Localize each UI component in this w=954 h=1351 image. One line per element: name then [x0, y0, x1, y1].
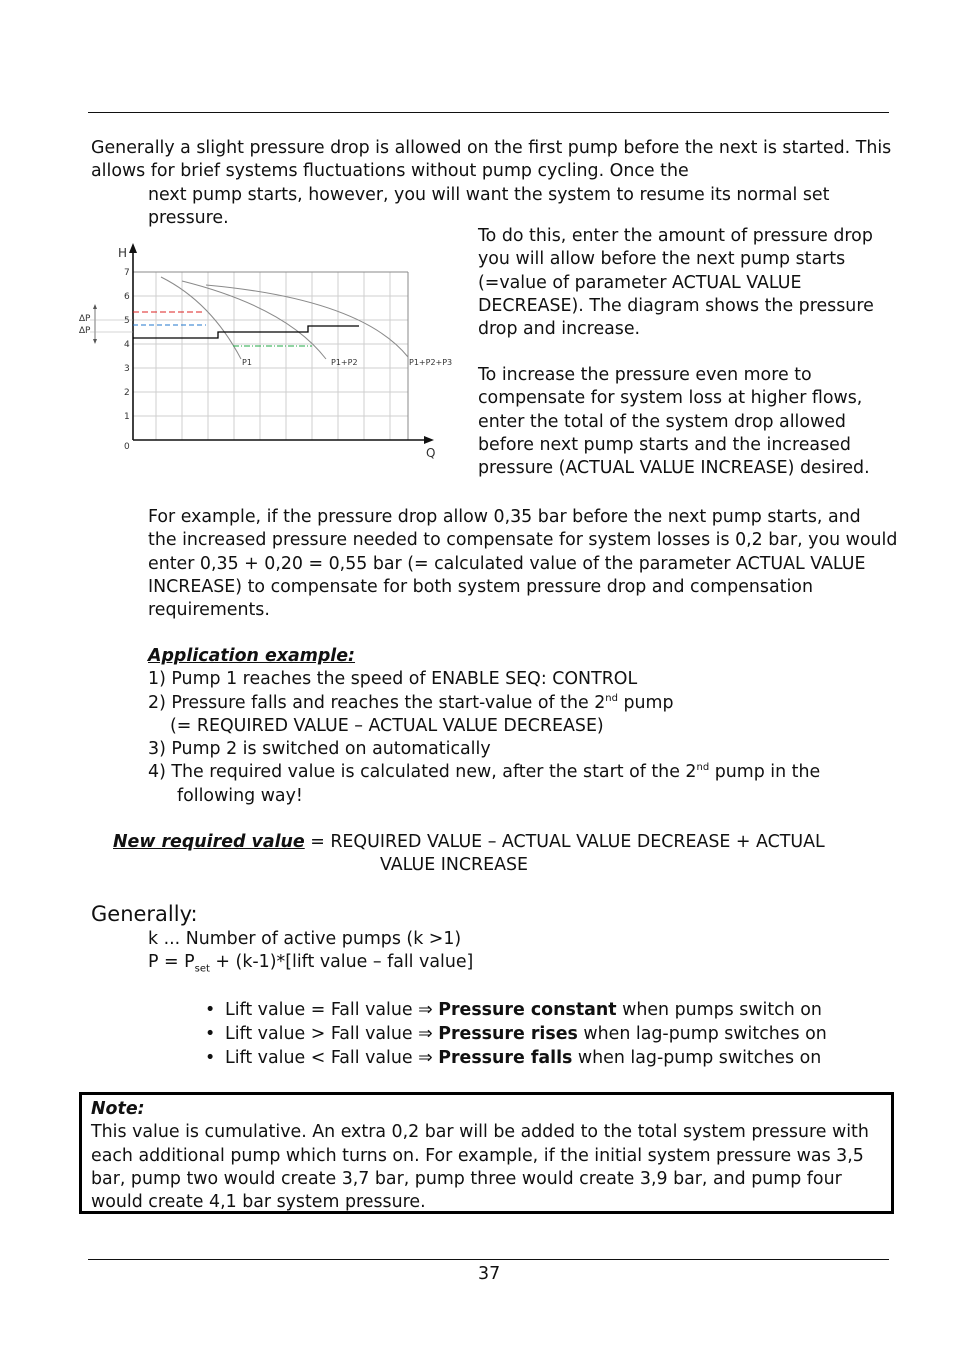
y-tick-label: 2 [124, 388, 130, 398]
note-content [91, 1098, 869, 1214]
p-formula: $P = P_{set}$ + (k-1)*[lift value – fall value] [148, 952, 474, 975]
text-line: For example, if the pressure drop allow 0,35 bar before the next pump starts, and [148, 507, 861, 527]
page-number: 37 [478, 1264, 501, 1284]
y-tick-label: 6 [124, 292, 130, 302]
formula-line [113, 831, 825, 854]
generally-block [148, 928, 473, 975]
intro-line: next pump starts, however, you will want the system to resume its normal set [148, 184, 830, 205]
note-heading: Note: [91, 1099, 145, 1119]
delta-p-annotation: ∆P [79, 314, 91, 324]
step-1: 1) Pump 1 reaches the speed of ENABLE SEQ: CONTROL [148, 669, 638, 690]
y-axis-arrow-icon [129, 243, 137, 253]
curve-label-p1p2p3: P1+P2+P3 [409, 358, 453, 367]
application-heading: Application example: [148, 646, 356, 666]
text-line: To do this, enter the amount of pressure drop [478, 226, 873, 246]
step-4: 4) The required value is calculated new, after the start of the 2nd pump in the [148, 762, 821, 783]
y-tick-label: 1 [124, 412, 130, 422]
note-line: This value is cumulative. An extra 0,2 bar will be added to the total system pressure with [91, 1122, 869, 1143]
bullet-icon: • [205, 1000, 216, 1020]
step-3: 3) Pump 2 is switched on automatically [148, 739, 491, 760]
bullet-list [205, 998, 827, 1070]
text-line: the increased pressure needed to compensate for system losses is 0,2 bar, you would [148, 530, 898, 551]
curve-label-p1: P1 [242, 358, 252, 367]
x-axis-arrow-icon [424, 436, 434, 444]
chart-grid [133, 272, 408, 440]
set-pressure-line [133, 326, 359, 338]
formula-label: New required value [113, 832, 305, 852]
y-tick-label: 5 [124, 316, 130, 326]
list-item: • Lift value < Fall value ⇒ Pressure falls when lag-pump switches on [205, 1048, 822, 1068]
intro-line: Generally a slight pressure drop is allowed on the first pump before the next is started. This [91, 138, 892, 158]
header-rule [88, 112, 889, 113]
text-line: enter 0,35 + 0,20 = 0,55 bar (= calculated value of the parameter ACTUAL VALUE [148, 553, 866, 574]
right-paragraph-1 [478, 225, 874, 341]
y-tick-label: 0 [124, 442, 130, 452]
intro-line: pressure. [148, 207, 229, 228]
text-line: requirements. [148, 600, 270, 621]
bullet-icon: • [205, 1048, 216, 1068]
text-line: DECREASE). The diagram shows the pressure [478, 295, 874, 316]
formula-continuation: VALUE INCREASE [380, 855, 529, 875]
text-line: To increase the pressure even more to [478, 365, 812, 385]
text-line: you will allow before the next pump starts [478, 249, 846, 270]
note-line: bar, pump two would create 3,7 bar, pump three would create 3,9 bar, and pump four [91, 1168, 842, 1189]
pump-curve-p1 [161, 277, 241, 359]
x-axis-label: Q [426, 446, 436, 460]
delta-p-arrow-up-icon [93, 304, 97, 309]
k-definition: k ... Number of active pumps (k >1) [148, 929, 462, 949]
application-example [148, 645, 820, 808]
text-line: pressure (ACTUAL VALUE INCREASE) desired. [478, 458, 870, 479]
y-axis-label: H [118, 246, 128, 260]
footer-rule [88, 1259, 889, 1260]
y-tick-label: 3 [124, 364, 130, 374]
step-2-continuation: (= REQUIRED VALUE – ACTUAL VALUE DECREASE) [170, 715, 604, 736]
note-line: each additional pump which turns on. For example, if the initial system pressure was 3,5 [91, 1145, 864, 1166]
text-line: compensate for system loss at higher flows, [478, 388, 863, 409]
text-line: (=value of parameter ACTUAL VALUE [478, 272, 802, 293]
delta-p-arrow-down-icon [93, 339, 97, 344]
text-line: drop and increase. [478, 319, 641, 340]
step-2: 2) Pressure falls and reaches the start-value of the 2nd pump [148, 692, 674, 713]
y-tick-label: 4 [124, 340, 130, 350]
example-paragraph [148, 506, 897, 622]
list-item: • Lift value = Fall value ⇒ Pressure constant when pumps switch on [205, 1000, 822, 1020]
y-tick-labels [124, 268, 130, 452]
curve-label-p1p2: P1+P2 [331, 358, 358, 367]
bullet-icon: • [205, 1024, 216, 1044]
y-tick-label: 7 [124, 268, 130, 278]
text-line: INCREASE) to compensate for both system pressure drop and compensation [148, 576, 813, 597]
intro-paragraph [91, 137, 891, 230]
list-item: • Lift value > Fall value ⇒ Pressure rises when lag-pump switches on [205, 1024, 827, 1044]
right-paragraph-2 [478, 364, 870, 480]
formula-expression: = REQUIRED VALUE – ACTUAL VALUE DECREASE + ACTUAL [304, 832, 825, 852]
note-line: would create 4,1 bar system pressure. [91, 1192, 426, 1213]
generally-heading: Generally: [91, 902, 198, 926]
text-line: enter the total of the system drop allowed [478, 411, 846, 432]
pressure-chart [76, 237, 456, 462]
step-4-continuation: following way! [177, 785, 303, 806]
delta-p-annotation: ∆P [79, 326, 91, 336]
intro-line: allows for brief systems fluctuations without pump cycling. Once the [91, 161, 689, 182]
text-line: before next pump starts and the increased [478, 434, 851, 455]
